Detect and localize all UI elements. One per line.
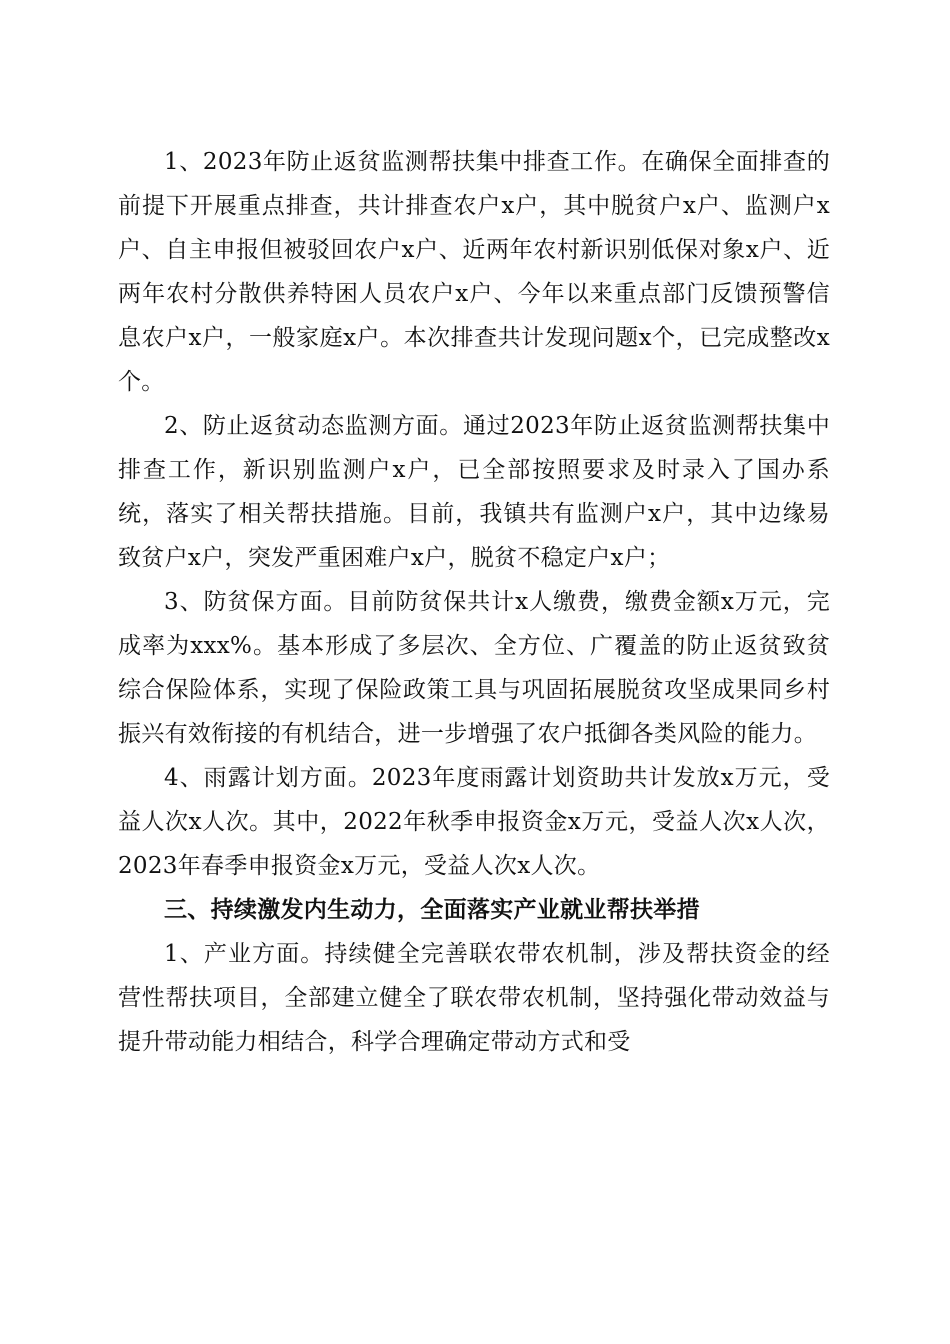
paragraph-screening-work: 1、2023年防止返贫监测帮扶集中排查工作。在确保全面排查的前提下开展重点排查，共计排查农户x户，其中脱贫户x户、监测户x户、自主申报但被驳回农户x户、近两年农村新识别低保对象x户、近两年农村分散供养特困人员农户x户、今年以来重点部门反馈预警信息农户x户，一般家庭x户。本次排查共计发现问题x个，已完成整改x个。	[118, 149, 831, 395]
paragraph-dynamic-monitoring: 2、防止返贫动态监测方面。通过2023年防止返贫监测帮扶集中排查工作，新识别监测户x户，已全部按照要求及时录入了国办系统，落实了相关帮扶措施。目前，我镇共有监测户x户，其中边缘易致贫户x户，突发严重困难户x户，脱贫不稳定户x户；	[118, 413, 830, 571]
paragraph-industry: 1、产业方面。持续健全完善联农带农机制，涉及帮扶资金的经营性帮扶项目，全部建立健全了联农带农机制，坚持强化带动效益与提升带动能力相结合，科学合理确定带动方式和受	[118, 941, 830, 1055]
section-heading-three: 三、持续激发内生动力，全面落实产业就业帮扶举措	[164, 897, 700, 923]
paragraph-poverty-insurance: 3、防贫保方面。目前防贫保共计x人缴费，缴费金额x万元，完成率为xxx%。基本形成了多层次、全方位、广覆盖的防止返贫致贫综合保险体系，实现了保险政策工具与巩固拓展脱贫攻坚成果同乡村振兴有效衔接的有机结合，进一步增强了农户抵御各类风险的能力。	[118, 589, 830, 747]
document-page	[118, 140, 830, 1064]
paragraph-yulu-plan: 4、雨露计划方面。2023年度雨露计划资助共计发放x万元，受益人次x人次。其中，2022年秋季申报资金x万元，受益人次x人次，2023年春季申报资金x万元，受益人次x人次。	[118, 765, 830, 879]
